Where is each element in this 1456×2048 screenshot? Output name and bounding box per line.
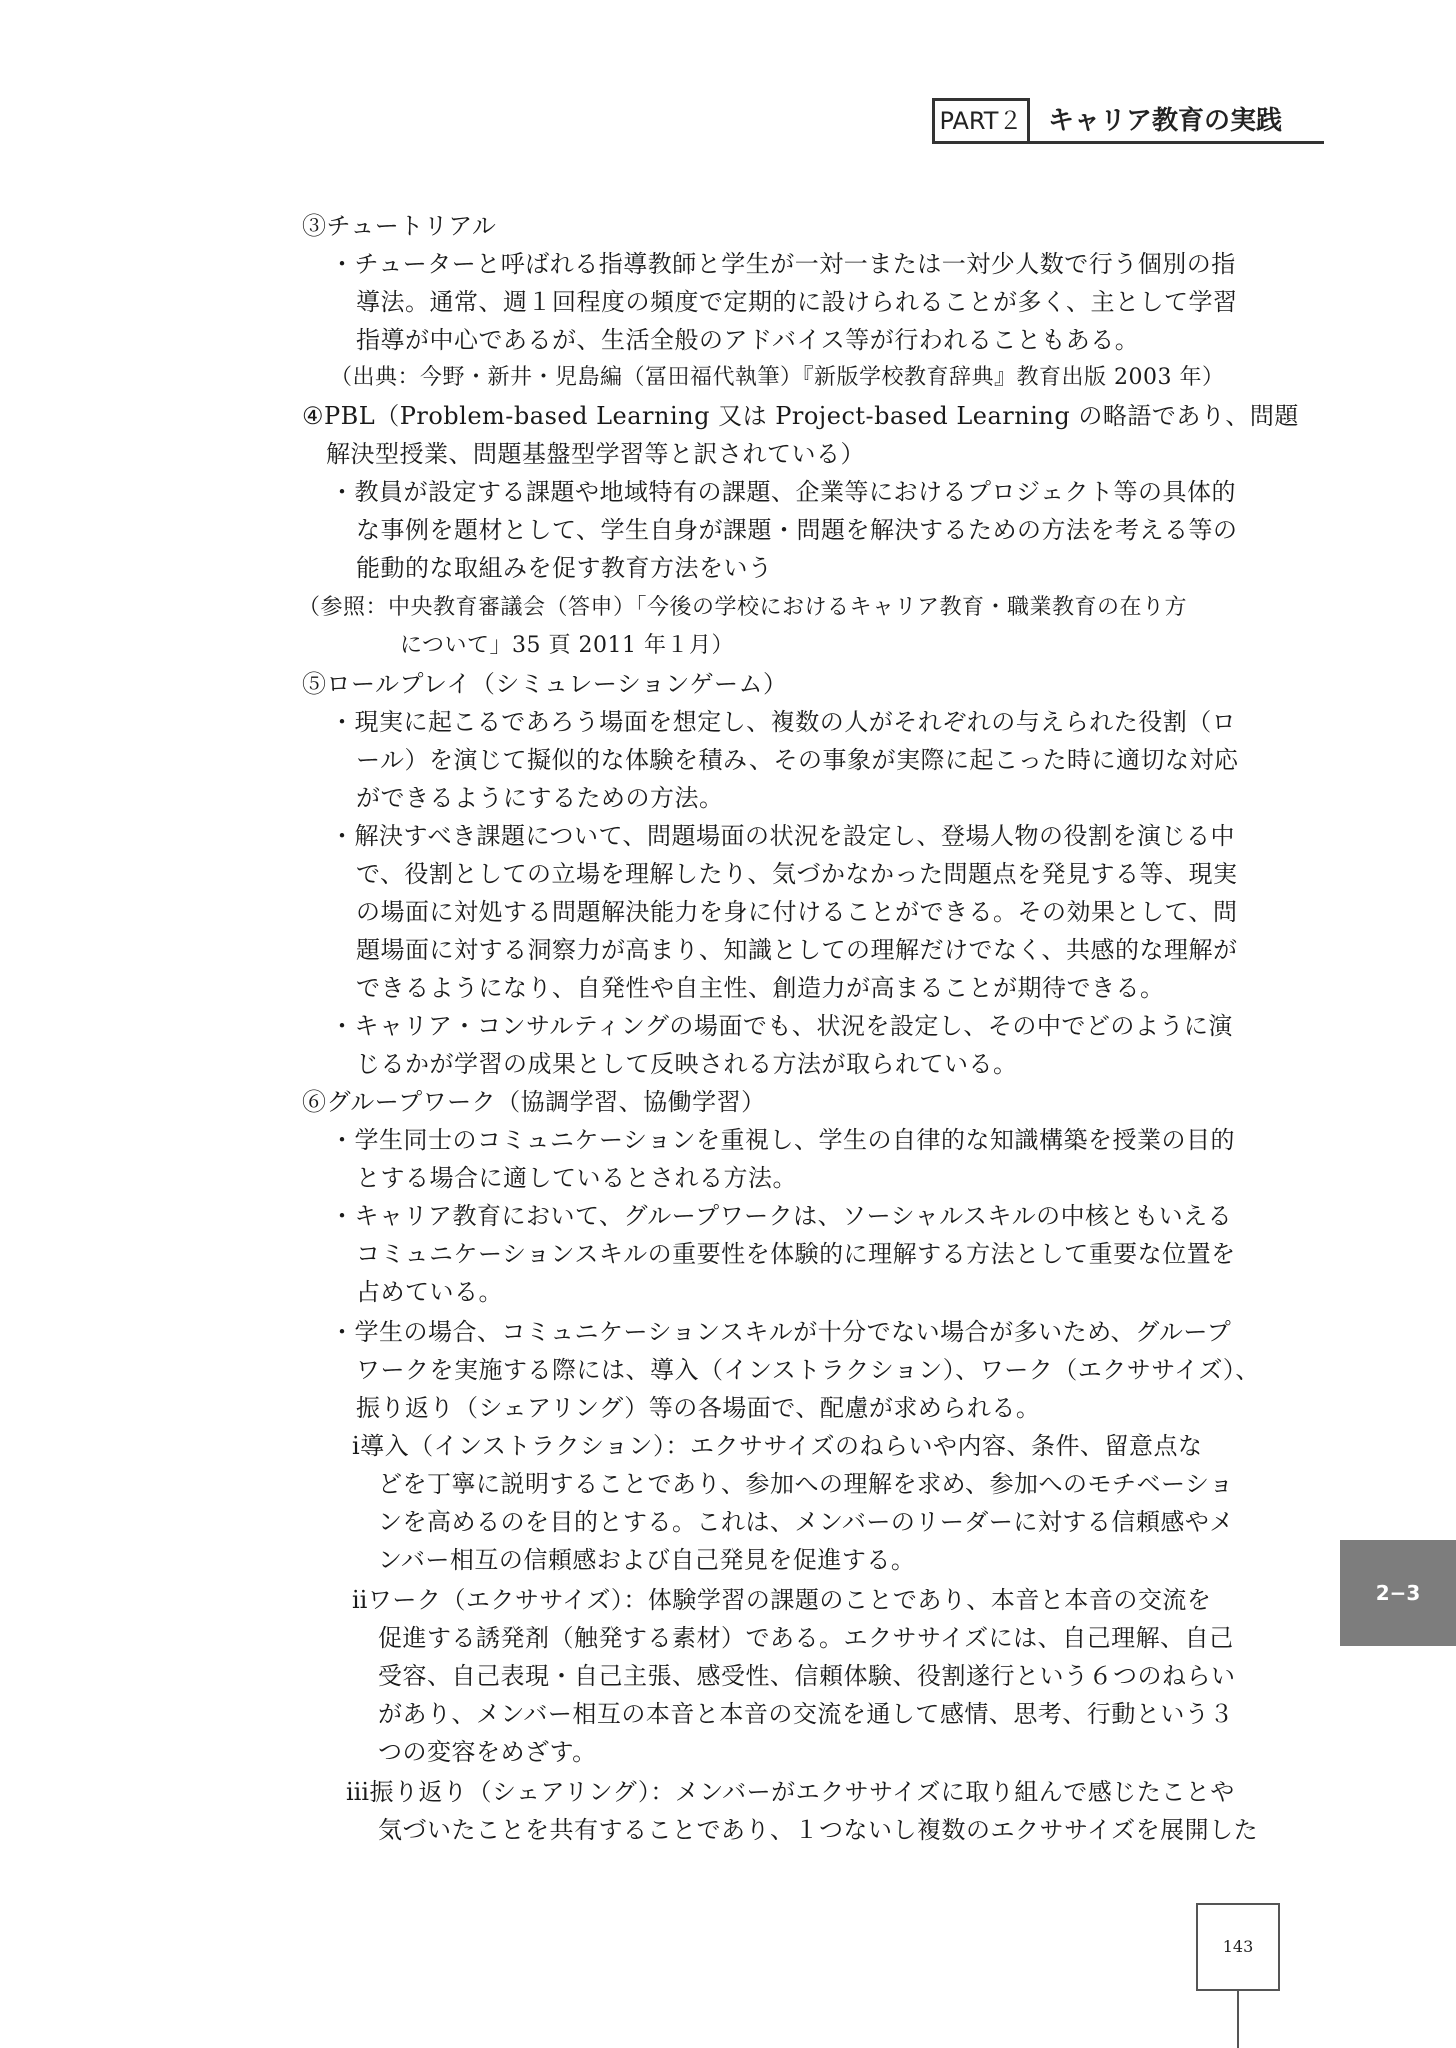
text-line: コミュニケーションスキルの重要性を体験的に理解する方法として重要な位置を: [356, 1240, 1236, 1268]
text-line: 導法。通常、週１回程度の頻度で定期的に設けられることが多く、主として学習: [356, 288, 1238, 316]
heading-pbl: ④PBL（Problem-based Learning 又は Project-based Learning の略語であり、問題: [302, 402, 1299, 430]
header-rule: [932, 141, 1324, 144]
heading-groupwork: ⑥グループワーク（協調学習、協働学習）: [302, 1088, 766, 1116]
text-line: ンを高めるのを目的とする。これは、メンバーのリーダーに対する信頼感やメ: [378, 1508, 1234, 1536]
text-line: 受容、自己表現・自己主張、感受性、信頼体験、役割遂行という６つのねらい: [378, 1662, 1236, 1690]
section-tab: 2−3: [1340, 1540, 1456, 1646]
text-line: ・学生の場合、コミュニケーションスキルが十分でない場合が多いため、グループ: [330, 1318, 1232, 1346]
text-line: ・教員が設定する課題や地域特有の課題、企業等におけるプロジェクト等の具体的: [330, 478, 1237, 506]
text-line: 気づいたことを共有することであり、１つないし複数のエクササイズを展開した: [378, 1816, 1259, 1844]
text-line: じるかが学習の成果として反映される方法が取られている。: [356, 1050, 1018, 1078]
text-line: ワークを実施する際には、導入（インストラクション）、ワーク（エクササイズ）、: [356, 1356, 1260, 1384]
text-line: な事例を題材として、学生自身が課題・問題を解決するための方法を考える等の: [356, 516, 1238, 544]
text-line: の場面に対処する問題解決能力を身に付けることができる。その効果として、問: [356, 898, 1238, 926]
reference-line: について」35 頁 2011 年１月）: [400, 633, 735, 658]
text-line: つの変容をめざす。: [378, 1738, 597, 1766]
text-line: 能動的な取組みを促す教育方法をいう: [356, 554, 773, 582]
text-line: で、役割としての立場を理解したり、気づかなかった問題点を発見する等、現実: [356, 860, 1238, 888]
heading-roleplay: ⑤ロールプレイ（シミュレーションゲーム）: [302, 670, 788, 698]
text-line: ができるようにするための方法。: [356, 784, 724, 812]
text-line: 指導が中心であるが、生活全般のアドバイス等が行われることもある。: [356, 326, 1140, 354]
page-number: 143: [1196, 1903, 1280, 1991]
text-line: ・キャリア・コンサルティングの場面でも、状況を設定し、その中でどのように演: [330, 1012, 1233, 1040]
text-line: できるようになり、自発性や自主性、創造力が高まることが期待できる。: [356, 974, 1165, 1002]
text-line: どを丁寧に説明することであり、参加への理解を求め、参加へのモチベーショ: [378, 1470, 1234, 1498]
text-line: 振り返り（シェアリング）等の各場面で、配慮が求められる。: [356, 1394, 1041, 1422]
text-line: ⅰ導入（インストラクション）：エクササイズのねらいや内容、条件、留意点な: [352, 1432, 1203, 1460]
text-line: とする場合に適しているとされる方法。: [356, 1164, 797, 1192]
text-line: ール）を演じて擬似的な体験を積み、その事象が実際に起こった時に適切な対応: [356, 746, 1239, 774]
part-label: PART２: [932, 98, 1030, 144]
text-line: 占めている。: [356, 1278, 503, 1306]
text-line: ・キャリア教育において、グループワークは、ソーシャルスキルの中核ともいえる: [330, 1202, 1233, 1230]
text-line: 解決型授業、問題基盤型学習等と訳されている）: [326, 440, 865, 468]
chapter-title: キャリア教育の実践: [1048, 106, 1283, 136]
text-line: があり、メンバー相互の本音と本音の交流を通して感情、思考、行動という３: [378, 1700, 1234, 1728]
text-line: ⅱワーク（エクササイズ）：体験学習の課題のことであり、本音と本音の交流を: [352, 1586, 1212, 1614]
text-line: ・現実に起こるであろう場面を想定し、複数の人がそれぞれの与えられた役割（ロ: [330, 708, 1237, 736]
text-line: ⅲ振り返り（シェアリング）：メンバーがエクササイズに取り組んで感じたことや: [346, 1778, 1235, 1806]
text-line: 題場面に対する洞察力が高まり、知識としての理解だけでなく、共感的な理解が: [356, 936, 1238, 964]
text-line: ・解決すべき課題について、問題場面の状況を設定し、登場人物の役割を演じる中: [330, 822, 1236, 850]
heading-tutorial: ③チュートリアル: [302, 212, 497, 240]
text-line: ・チューターと呼ばれる指導教師と学生が一対一または一対少人数で行う個別の指: [330, 250, 1236, 278]
reference-line: （参照：中央教育審議会（答申）「今後の学校におけるキャリア教育・職業教育の在り方: [298, 595, 1188, 620]
text-line: 促進する誘発剤（触発する素材）である。エクササイズには、自己理解、自己: [378, 1624, 1234, 1652]
citation-line: （出典：今野・新井・児島編（冨田福代執筆）『新版学校教育辞典』教育出版 2003 年）: [330, 365, 1225, 390]
text-line: ンバー相互の信頼感および自己発見を促進する。: [378, 1546, 916, 1574]
page-number-stem: [1237, 1991, 1239, 2048]
text-line: ・学生同士のコミュニケーションを重視し、学生の自律的な知識構築を授業の目的: [330, 1126, 1236, 1154]
